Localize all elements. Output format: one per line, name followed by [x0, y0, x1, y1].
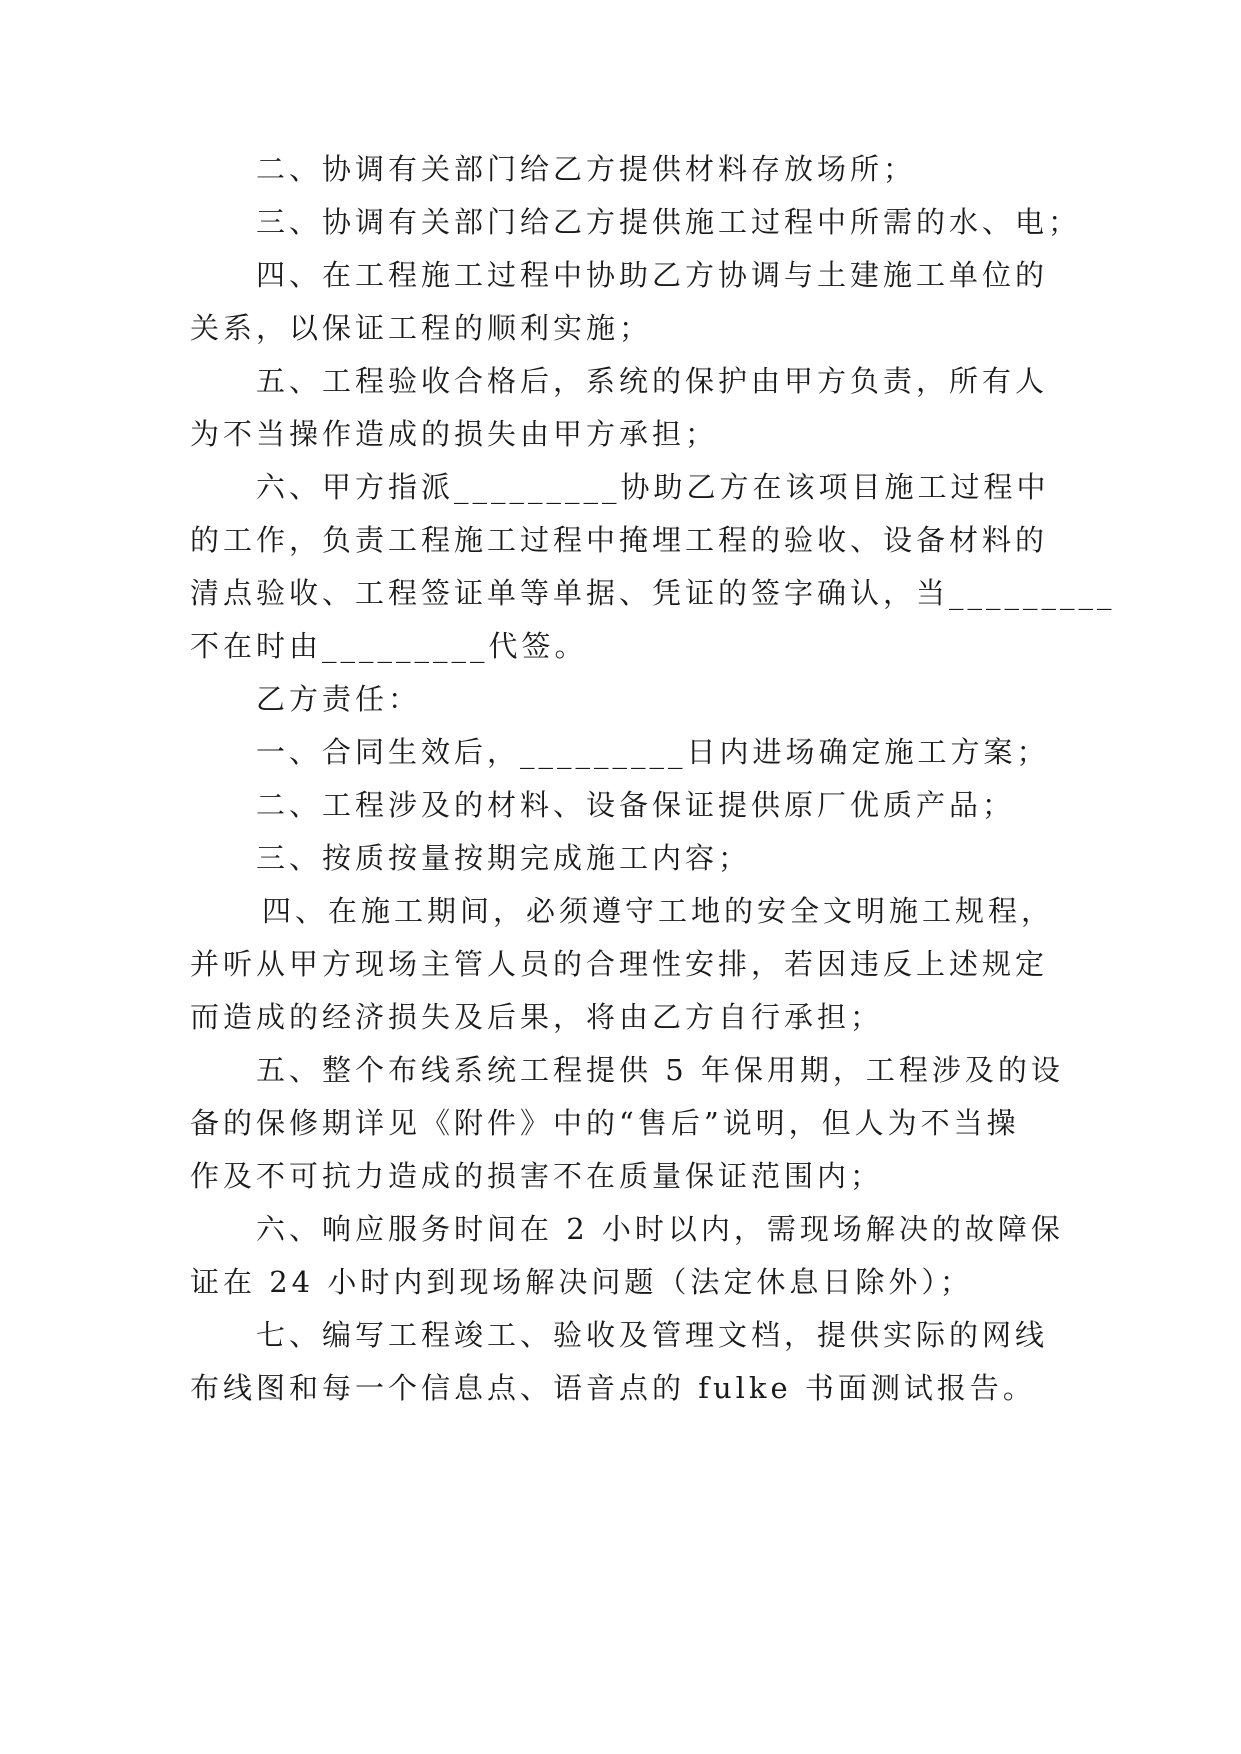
party-b-clause-4-line-2: 并听从甲方现场主管人员的合理性安排，若因违反上述规定	[190, 947, 1049, 981]
clause-6-line-4: 不在时由_________代签。	[190, 629, 588, 663]
party-b-clause-4-line-1: 四、在施工期间，必须遵守工地的安全文明施工规程，	[262, 894, 1055, 928]
party-b-clause-5-line-3: 作及不可抗力造成的损害不在质量保证范围内；	[190, 1159, 884, 1193]
clause-3-line: 三、协调有关部门给乙方提供施工过程中所需的水、电；	[256, 205, 1082, 239]
clause-5-line-1: 五、工程验收合格后，系统的保护由甲方负责，所有人	[256, 364, 1049, 398]
party-b-clause-6-line-1: 六、响应服务时间在 2 小时以内，需现场解决的故障保	[256, 1212, 1064, 1246]
party-b-clause-1: 一、合同生效后，_________日内进场确定施工方案；	[256, 735, 1050, 769]
clause-2-line: 二、协调有关部门给乙方提供材料存放场所；	[256, 152, 917, 186]
party-b-clause-5-line-2: 备的保修期详见《附件》中的“售后”说明，但人为不当操	[190, 1106, 1020, 1140]
clause-5-line-2: 为不当操作造成的损失由甲方承担；	[190, 417, 719, 451]
party-b-clause-6-line-2: 证在 24 小时内到现场解决问题（法定休息日除外）；	[190, 1265, 973, 1299]
party-b-clause-5-line-1: 五、整个布线系统工程提供 5 年保用期，工程涉及的设	[256, 1053, 1064, 1087]
clause-4-line-1: 四、在工程施工过程中协助乙方协调与土建施工单位的	[256, 258, 1049, 292]
party-b-clause-3: 三、按质按量按期完成施工内容；	[256, 841, 752, 875]
clause-6-line-1: 六、甲方指派_________协助乙方在该项目施工过程中	[256, 470, 1050, 504]
party-b-clause-7-line-2: 布线图和每一个信息点、语音点的 fulke 书面测试报告。	[190, 1371, 1036, 1405]
party-b-clause-4-line-3: 而造成的经济损失及后果，将由乙方自行承担；	[190, 1000, 884, 1034]
party-b-clause-7-line-1: 七、编写工程竣工、验收及管理文档，提供实际的网线	[256, 1318, 1049, 1352]
party-b-clause-2: 二、工程涉及的材料、设备保证提供原厂优质产品；	[256, 788, 1016, 822]
clause-6-line-3: 清点验收、工程签证单等单据、凭证的签字确认，当_________	[190, 576, 1116, 610]
clause-6-line-2: 的工作，负责工程施工过程中掩埋工程的验收、设备材料的	[190, 523, 1049, 557]
clause-4-line-2: 关系，以保证工程的顺利实施；	[190, 311, 653, 345]
section-heading-party-b: 乙方责任：	[256, 682, 422, 716]
